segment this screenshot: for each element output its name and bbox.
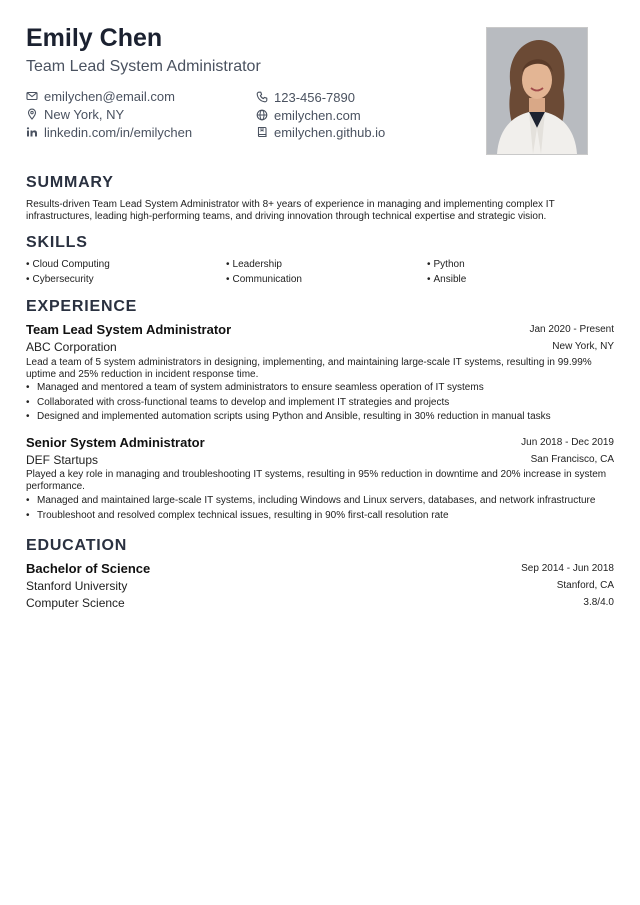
job-location: New York, NY (552, 341, 614, 352)
skill-item: • Python (427, 259, 465, 270)
job-dates: Jun 2018 - Dec 2019 (521, 437, 614, 448)
job-title: Team Lead System Administrator (26, 322, 232, 337)
github-icon (256, 126, 268, 138)
phone-text: 123-456-7890 (274, 89, 355, 105)
email-text: emilychen@email.com (44, 88, 175, 104)
job-title: Senior System Administrator (26, 435, 205, 450)
education-heading: EDUCATION (26, 537, 128, 554)
skill-item: • Communication (226, 274, 302, 285)
job-location: San Francisco, CA (530, 454, 614, 465)
skill-item: • Ansible (427, 274, 466, 285)
degree-title: Bachelor of Science (26, 561, 151, 576)
job-bullet: • Designed and implemented automation scripts using Python and Ansible, resulting in 30% reduction in manual tasks (26, 411, 614, 422)
candidate-title: Team Lead System Administrator (26, 58, 261, 75)
school-name: Stanford University (26, 579, 128, 593)
github-text: emilychen.github.io (274, 124, 386, 140)
globe-icon (256, 109, 268, 121)
linkedin-icon (26, 126, 38, 138)
contact-github[interactable] (256, 123, 385, 141)
linkedin-text: linkedin.com/in/emilychen (44, 124, 193, 140)
contact-phone[interactable] (256, 88, 355, 106)
skill-item: • Cybersecurity (26, 274, 94, 285)
school-location: Stanford, CA (556, 580, 614, 591)
contact-email[interactable] (26, 87, 175, 105)
job-description: Played a key role in managing and troubleshooting IT systems, resulting in 95% reduction in downtime and 20% increase in system performance. (26, 469, 607, 492)
field-of-study: Computer Science (26, 596, 125, 610)
education-dates: Sep 2014 - Jun 2018 (521, 563, 614, 574)
summary-text: Results-driven Team Lead System Administrator with 8+ years of experience in managing and implementing complex IT infrastructures, leading high-performing teams, and driving innovation through technical expertise and strategic vision. (26, 199, 555, 222)
job-description: Lead a team of 5 system administrators in designing, implementing, and maintaining large-scale IT systems, resulting in 99.99% uptime and 25% reduction in incident response time. (26, 357, 592, 380)
contact-linkedin[interactable] (26, 123, 192, 141)
phone-icon (256, 91, 268, 103)
job-company: ABC Corporation (26, 340, 117, 354)
job-bullet: • Troubleshoot and resolved complex technical issues, resulting in 90% first-call resolution rate (26, 510, 614, 521)
map-pin-icon (26, 108, 38, 120)
summary-heading: SUMMARY (26, 174, 114, 191)
job-company: DEF Startups (26, 453, 99, 467)
skill-item: • Leadership (226, 259, 282, 270)
envelope-icon (26, 90, 38, 102)
job-bullet: • Managed and maintained large-scale IT systems, including Windows and Linux servers, databases, and network infrastructure (26, 495, 614, 506)
job-bullet: • Managed and mentored a team of system administrators to ensure seamless operation of IT systems (26, 382, 614, 393)
experience-heading: EXPERIENCE (26, 298, 138, 315)
location-text: New York, NY (44, 106, 125, 122)
gpa: 3.8/4.0 (583, 597, 614, 608)
skills-heading: SKILLS (26, 234, 88, 251)
contact-website[interactable] (256, 106, 361, 124)
profile-photo (486, 27, 588, 155)
skill-item: • Cloud Computing (26, 259, 110, 270)
job-dates: Jan 2020 - Present (529, 324, 614, 335)
website-text: emilychen.com (274, 107, 361, 123)
job-bullet: • Collaborated with cross-functional teams to develop and implement IT strategies and projects (26, 397, 614, 408)
contact-location (26, 105, 124, 123)
candidate-name: Emily Chen (26, 24, 163, 52)
